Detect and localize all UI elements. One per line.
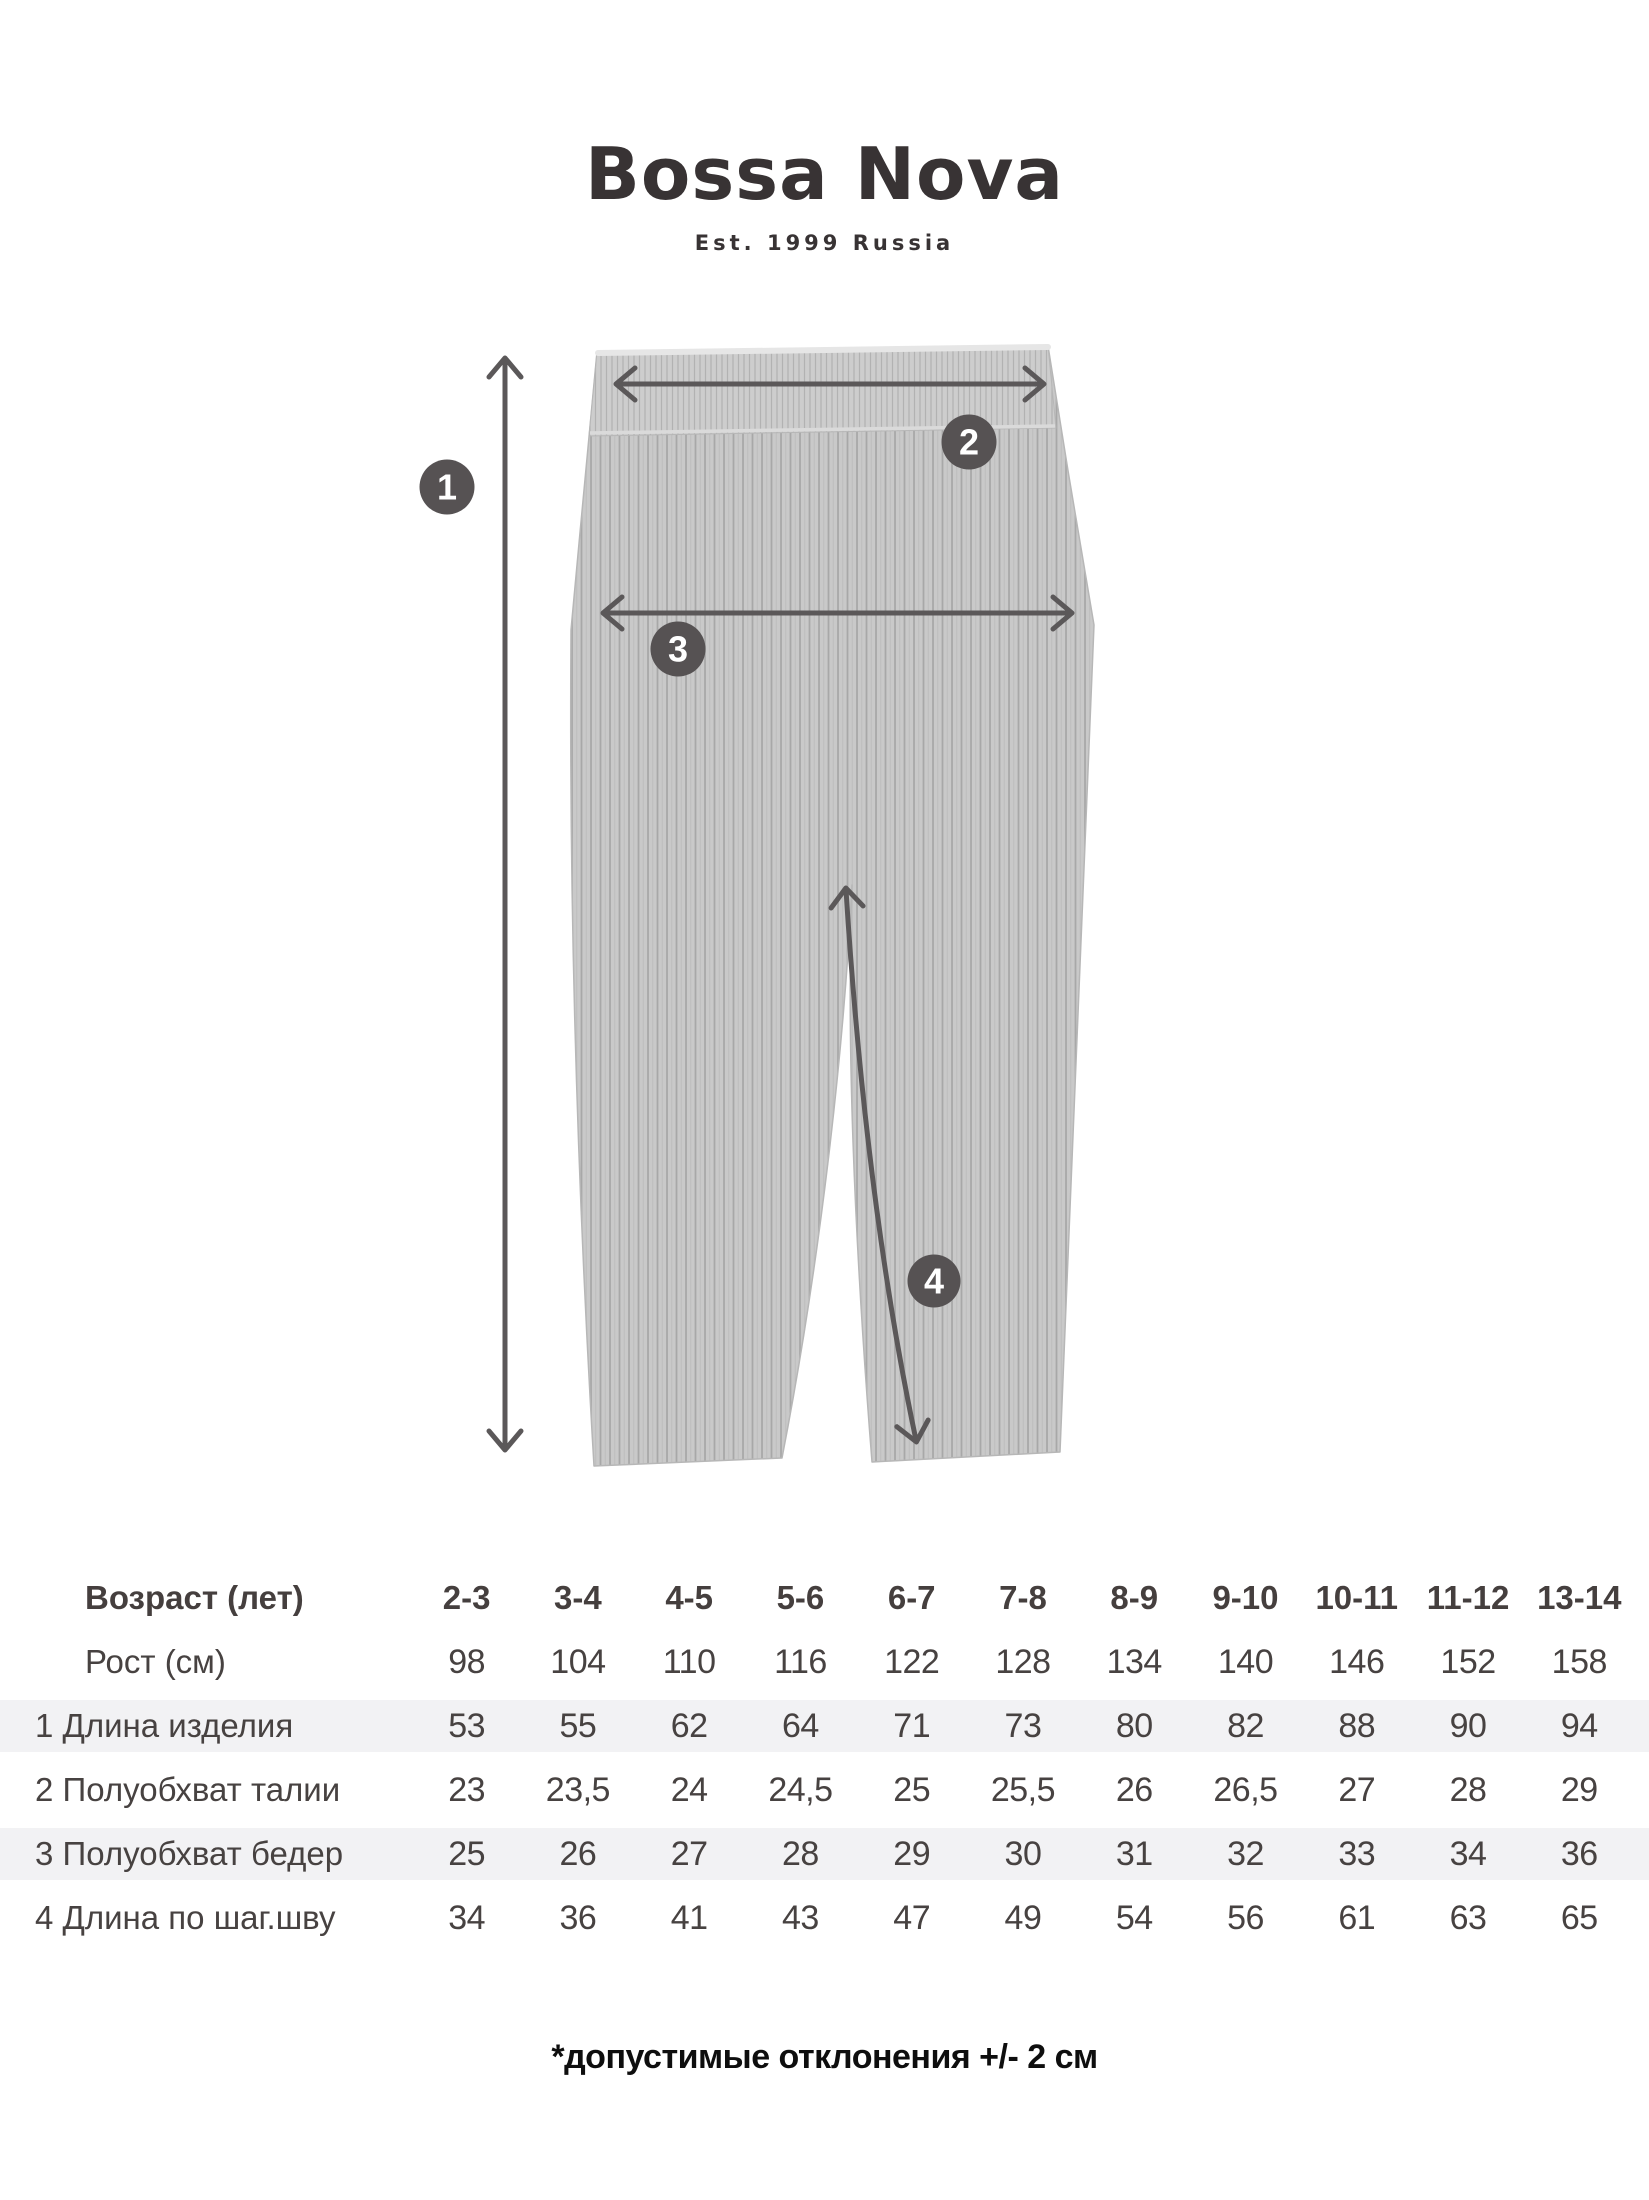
table-cell: 54 [1115, 1898, 1153, 1937]
table-row [0, 1822, 1649, 1886]
table-cell: 4-5 [665, 1579, 714, 1616]
table-cell: 71 [893, 1706, 931, 1745]
table-cell: 26 [1115, 1770, 1153, 1809]
table-cell: 65 [1560, 1898, 1598, 1937]
measure-marker-1 [420, 460, 475, 515]
table-cell: 6-7 [887, 1579, 936, 1616]
row-label: 2 Полуобхват талии [35, 1771, 341, 1808]
svg-text:4: 4 [923, 1260, 945, 1302]
table-cell: 55 [559, 1706, 597, 1745]
table-cell: 49 [1004, 1898, 1042, 1937]
table-cell: 24 [670, 1770, 708, 1809]
table-cell: 34 [448, 1898, 486, 1937]
svg-text:3: 3 [667, 628, 689, 670]
table-cell: 122 [884, 1642, 940, 1681]
table-cell: 29 [893, 1834, 931, 1873]
table-cell: 9-10 [1212, 1579, 1279, 1616]
table-row [0, 1758, 1649, 1822]
measure-marker-3 [651, 622, 706, 677]
table-cell: 31 [1115, 1834, 1153, 1873]
table-cell: 116 [774, 1642, 827, 1681]
table-cell: 134 [1106, 1642, 1162, 1681]
table-cell: 110 [662, 1642, 716, 1681]
row-label: 3 Полуобхват бедер [35, 1835, 344, 1872]
table-cell: 10-11 [1315, 1579, 1399, 1616]
table-row [0, 1694, 1649, 1758]
brand-tagline: Est. 1999 Russia [694, 231, 955, 255]
table-cell: 36 [559, 1898, 597, 1937]
table-cell: 5-6 [776, 1579, 825, 1616]
measure-marker-4 [908, 1255, 961, 1308]
table-cell: 26,5 [1213, 1770, 1278, 1809]
table-cell: 33 [1338, 1834, 1376, 1873]
svg-text:2: 2 [958, 421, 980, 463]
row-label: 1 Длина изделия [35, 1707, 294, 1744]
table-cell: 146 [1329, 1642, 1385, 1681]
table-cell: 104 [550, 1642, 606, 1681]
tolerance-note: *допустимые отклонения +/- 2 см [551, 2038, 1098, 2076]
table-cell: 23 [448, 1770, 486, 1809]
table-cell: 73 [1004, 1706, 1042, 1745]
size-table [0, 1566, 1649, 1950]
table-cell: 25,5 [990, 1770, 1056, 1809]
table-header-row [0, 1566, 1649, 1630]
measure-marker-2 [942, 415, 997, 470]
table-cell: 63 [1449, 1898, 1487, 1937]
table-cell: 158 [1551, 1642, 1607, 1681]
table-cell: 41 [670, 1898, 708, 1937]
table-cell: 64 [782, 1706, 819, 1745]
table-cell: 3-4 [554, 1579, 602, 1616]
table-cell: 25 [448, 1834, 486, 1873]
table-cell: 11-12 [1426, 1579, 1510, 1616]
table-cell: 88 [1338, 1706, 1376, 1745]
table-cell: 8-9 [1110, 1579, 1159, 1616]
table-cell: 25 [893, 1770, 931, 1809]
table-cell: 53 [448, 1706, 486, 1745]
table-cell: 47 [893, 1898, 931, 1937]
table-cell: 98 [448, 1642, 486, 1681]
table-cell: 34 [1449, 1834, 1487, 1873]
table-cell: 94 [1560, 1706, 1598, 1745]
table-row [0, 1630, 1649, 1694]
table-cell: 28 [1449, 1770, 1487, 1809]
row-label: Возраст (лет) [85, 1579, 304, 1616]
table-cell: 27 [670, 1834, 708, 1873]
table-cell: 43 [782, 1898, 819, 1937]
table-cell: 82 [1227, 1706, 1264, 1745]
pants-body [571, 346, 1094, 1466]
svg-text:1: 1 [436, 466, 458, 508]
table-cell: 29 [1560, 1770, 1598, 1809]
table-cell: 26 [559, 1834, 597, 1873]
table-cell: 140 [1217, 1642, 1274, 1681]
row-label: 4 Длина по шаг.шву [35, 1899, 336, 1936]
table-cell: 30 [1004, 1834, 1042, 1873]
table-cell: 13-14 [1537, 1579, 1622, 1616]
table-cell: 152 [1440, 1642, 1496, 1681]
table-cell: 36 [1560, 1834, 1598, 1873]
row-label: Рост (см) [85, 1643, 226, 1680]
table-cell: 28 [782, 1834, 819, 1873]
pants-illustration [571, 346, 1094, 1466]
brand-logo: Bossa Nova [585, 132, 1064, 216]
table-cell: 27 [1338, 1770, 1376, 1809]
table-cell: 80 [1115, 1706, 1153, 1745]
table-cell: 128 [995, 1642, 1051, 1681]
table-cell: 61 [1338, 1898, 1376, 1937]
table-cell: 90 [1449, 1706, 1487, 1745]
table-cell: 2-3 [442, 1579, 491, 1616]
table-cell: 56 [1227, 1898, 1264, 1937]
table-row [0, 1886, 1649, 1950]
table-cell: 24,5 [768, 1770, 833, 1809]
table-cell: 7-8 [999, 1579, 1047, 1616]
table-cell: 62 [670, 1706, 708, 1745]
table-cell: 32 [1227, 1834, 1264, 1873]
table-cell: 23,5 [545, 1770, 610, 1809]
